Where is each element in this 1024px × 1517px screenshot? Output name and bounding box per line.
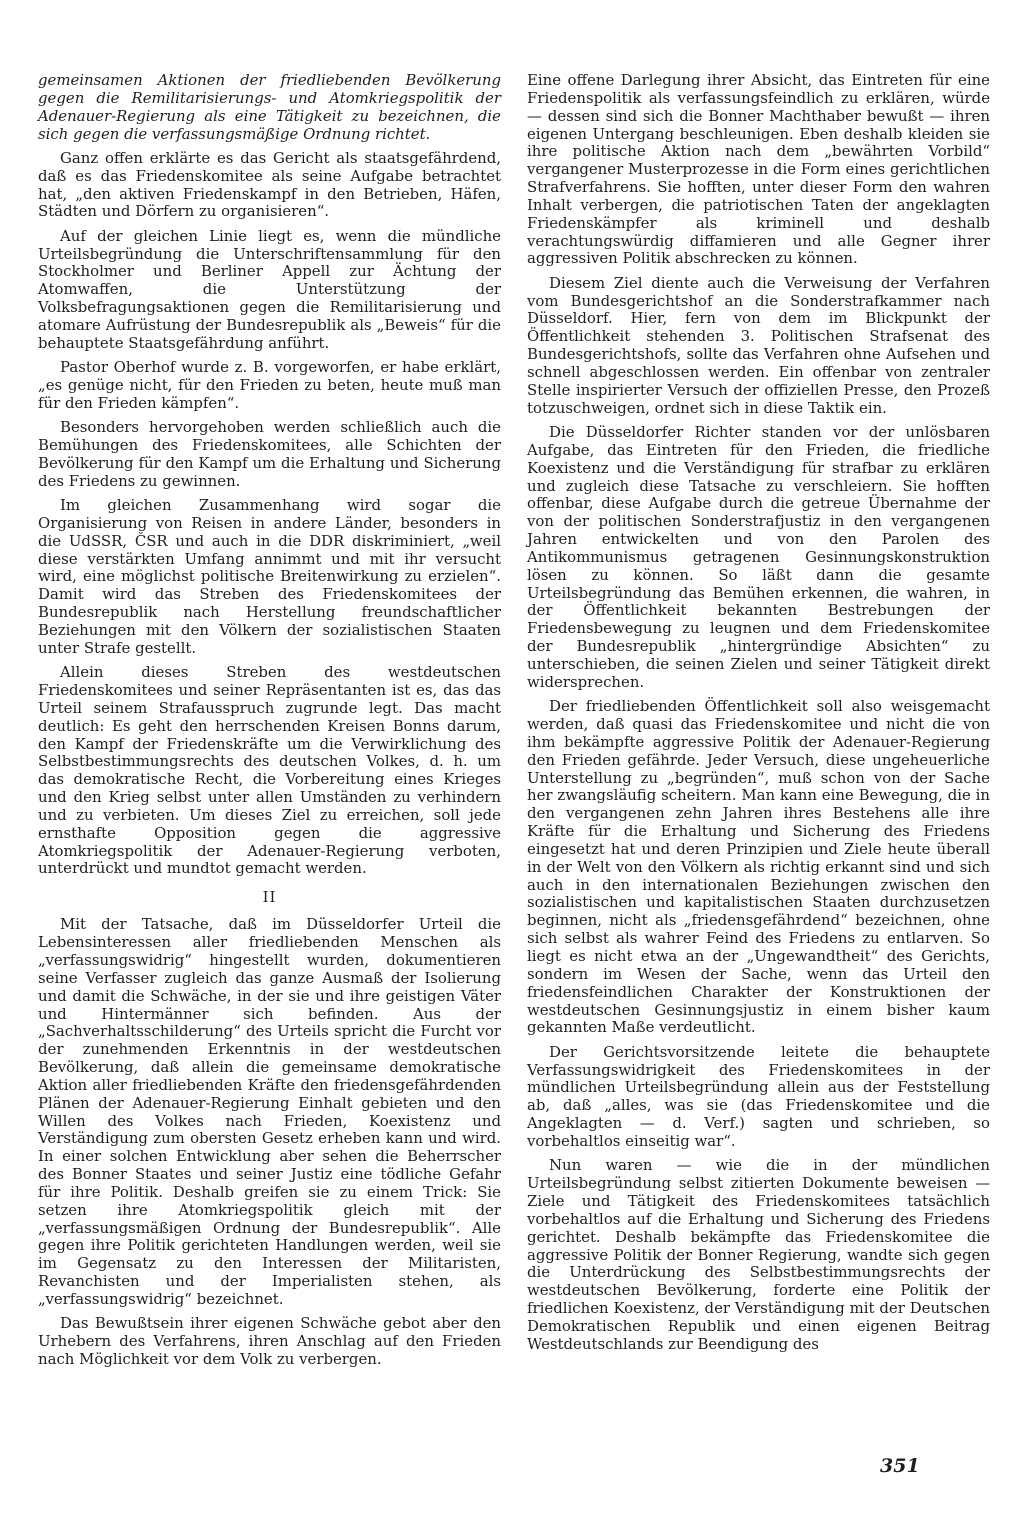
- paragraph: Der friedliebenden Öffentlichkeit soll also weisgemacht werden, daß quasi das Friedenskomitee und nicht die von ihm bekämpfte aggressive Politik der Adenauer-Regierung den Frieden gefährde. Jeder Versuch, diese ungeheuerliche Unterstellung zu „begründen“, muß schon von der Sache her zwangsläufig scheitern. Man kann eine Bewegung, die in den vergangenen zehn Jahren ihres Bestehens alle ihre Kräfte für die Erhaltung und Sicherung des Friedens eingesetzt hat und deren Prinzipien und Ziele heute überall in der Welt von den Völkern als richtig erkannt sind und sich auch in den internationalen Beziehungen zwischen den sozialistischen und kapitalistischen Staaten durchzusetzen beginnen, nicht als „friedensgefährdend“ bezeichnen, ohne sich selbst als wahrer Feind des Friedens zu entlarven. So liegt es nicht etwa an der „Ungewandtheit“ des Gerichts, sondern im Wesen der Sache, wenn das Urteil den friedensfeindlichen Charakter der Konstruktionen der westdeutschen Gesinnungsjustiz in einem bisher kaum gekannten Maße verdeutlicht.: [527, 697, 990, 1037]
- paragraph: Die Düsseldorfer Richter standen vor der unlösbaren Aufgabe, das Eintreten für den Frieden, die friedliche Koexistenz und die Verständigung für strafbar zu erklären und zugleich diese Tatsache zu verschleiern. Sie hofften offenbar, diese Aufgabe durch die getreue Übernahme der von der politischen Sonderstrafjustiz in den vergangenen Jahren entwickelten und von den Parolen des Antikommunismus getragenen Gesinnungskonstruktion lösen zu können. So läßt dann die gesamte Urteilsbegründung das Bemühen erkennen, die wahren, in der Öffentlichkeit bekannten Bestrebungen der Friedensbewegung zu leugnen und dem Friedenskomitee der Bundesrepublik „hintergründige Absichten“ zu unterschieben, die seinen Zielen und seiner Tätigkeit direkt widersprechen.: [527, 423, 990, 691]
- paragraph: Mit der Tatsache, daß im Düsseldorfer Urteil die Lebensinteressen aller friedliebenden Menschen als „verfassungswidrig“ hingestellt wurden, dokumentieren seine Verfasser zugleich das ganze Ausmaß der Isolierung und damit die Schwäche, in der sie und ihre geistigen Väter und Hintermänner sich befinden. Aus der „Sachverhaltsschilderung“ des Urteils spricht die Furcht vor der zunehmenden Erkenntnis in der westdeutschen Bevölkerung, daß allein die gemeinsame demokratische Aktion aller friedliebenden Kräfte den friedensgefährdenden Plänen der Adenauer-Regierung Einhalt gebieten und den Willen des Volkes nach Frieden, Koexistenz und Verständigung zum obersten Gesetz erheben kann und wird. In einer solchen Entwicklung aber sehen die Beherrscher des Bonner Staates und seiner Justiz eine tödliche Gefahr für ihre Politik. Deshalb greifen sie zu einem Trick: Sie setzen ihre Atomkriegspolitik gleich mit der „verfassungsmäßigen Ordnung der Bundesrepublik“. Alle gegen ihre Politik gerichteten Handlungen werden, weil sie im Gegensatz zu den Interessen der Militaristen, Revanchisten und der Imperialisten stehen, als „verfassungswidrig“ bezeichnet.: [38, 915, 501, 1308]
- paragraph: Im gleichen Zusammenhang wird sogar die Organisierung von Reisen in andere Länder, besonders in die UdSSR, ČSR und auch in die DDR diskriminiert, „weil diese verstärkten Umfang annimmt und mit ihr versucht wird, eine möglichst politische Breitenwirkung zu erzielen“. Damit wird das Streben des Friedenskomitees der Bundesrepublik nach Herstellung freundschaftlicher Beziehungen mit den Völkern der sozialistischen Staaten unter Strafe gestellt.: [38, 496, 501, 657]
- paragraph: Allein dieses Streben des westdeutschen Friedenskomitees und seiner Repräsentanten ist es, das das Urteil seinem Strafausspruch zugrunde legt. Das macht deutlich: Es geht den herrschenden Kreisen Bonns darum, den Kampf der Friedenskräfte um die Verwirklichung des Selbstbestimmungsrechts des deutschen Volkes, d. h. um das demokratische Recht, die Vorbereitung eines Krieges und den Krieg selbst unter allen Umständen zu verhindern und zu verbieten. Um dieses Ziel zu erreichen, soll jede ernsthafte Opposition gegen die aggressive Atomkriegspolitik der Adenauer-Regierung verboten, unterdrückt und mundtot gemacht werden.: [38, 663, 501, 878]
- paragraph: Das Bewußtsein ihrer eigenen Schwäche gebot aber den Urhebern des Verfahrens, ihren Anschlag auf den Frieden nach Möglichkeit vor dem Volk zu verbergen.: [38, 1314, 501, 1369]
- paragraph: Der Gerichtsvorsitzende leitete die behauptete Verfassungswidrigkeit des Friedenskomitees in der mündlichen Urteilsbegründung allein aus der Feststellung ab, daß „alles, was sie (das Friedenskomitee und die Angeklagten — d. Verf.) sagten und schrieben, so vorbehaltlos einseitig war“.: [527, 1042, 990, 1150]
- section-heading: II: [262, 888, 277, 907]
- page-number: 351: [880, 1455, 920, 1477]
- right-column: [527, 72, 990, 1360]
- paragraph: Pastor Oberhof wurde z. B. vorgeworfen, er habe erklärt, „es genüge nicht, für den Frieden zu beten, heute muß man für den Frieden kämpfen“.: [38, 358, 501, 412]
- left-column: [38, 72, 501, 1375]
- paragraph: Ganz offen erklärte es das Gericht als staatsgefährdend, daß es das Friedenskomitee als seine Aufgabe betrachtet hat, „den aktiven Friedenskampf in den Betrieben, Häfen, Städten und Dörfern zu organisieren“.: [38, 148, 501, 221]
- document-page: [38, 72, 990, 1472]
- paragraph: Nun waren — wie die in der mündlichen Urteilsbegründung selbst zitierten Dokumente beweisen — Ziele und Tätigkeit des Friedenskomitees tatsächlich vorbehaltlos auf die Erhaltung und Sicherung des Friedens gerichtet. Deshalb bekämpfte das Friedenskomitee die aggressive Politik der Bonner Regierung, wandte sich gegen die Unterdrückung des Selbstbestimmungsrechts der westdeutschen Bevölkerung, forderte eine Politik der friedlichen Koexistenz, der Verständigung mit der Deutschen Demokratischen Republik und einen eigenen Beitrag Westdeutschlands zur Beendigung des: [527, 1156, 990, 1353]
- paragraph: Besonders hervorgehoben werden schließlich auch die Bemühungen des Friedenskomitees, alle Schichten der Bevölkerung für den Kampf um die Erhaltung und Sicherung des Friedens zu gewinnen.: [38, 418, 501, 490]
- paragraph: Diesem Ziel diente auch die Verweisung der Verfahren vom Bundesgerichtshof an die Sonderstrafkammer nach Düsseldorf. Hier, fern von dem im Blickpunkt der Öffentlichkeit stehenden 3. Politischen Strafsenat des Bundesgerichtshofs, sollte das Verfahren ohne Aufsehen und schnell abgeschlossen werden. Ein offenbar von zentraler Stelle inspirierter Versuch der offiziellen Presse, den Prozeß totzuschweigen, ordnet sich in diese Taktik ein.: [527, 273, 990, 417]
- paragraph-continued: Eine offene Darlegung ihrer Absicht, das Eintreten für eine Friedenspolitik als verfassungsfeindlich zu erklären, würde — dessen sind sich die Bonner Machthaber bewußt — ihren eigenen Untergang beschleunigen. Eben deshalb kleiden sie ihre politische Aktion nach dem „bewährten Vorbild“ vergangener Musterprozesse in die Form eines gerichtlichen Strafverfahrens. Sie hofften, unter dieser Form den wahren Inhalt verbergen, die patriotischen Taten der angeklagten Friedenskämpfer als kriminell und deshalb verachtungswürdig diffamieren und alle Gegner ihrer aggressiven Politik abschrecken zu können.: [527, 71, 990, 268]
- paragraph: Auf der gleichen Linie liegt es, wenn die mündliche Urteilsbegründung die Unterschriftensammlung für den Stockholmer und Berliner Appell zur Ächtung der Atomwaffen, die Unterstützung der Volksbefragungsaktionen gegen die Remilitarisierung und atomare Aufrüstung der Bundesrepublik als „Beweis“ für die behauptete Staatsgefährdung anführt.: [38, 226, 501, 352]
- paragraph-continued-italic: gemeinsamen Aktionen der friedliebenden Bevölkerung gegen die Remilitarisierungs- und Atomkriegspolitik der Adenauer-Regierung als eine Tätigkeit zu bezeichnen, die sich gegen die verfassungsmäßige Ordnung richtet.: [38, 71, 501, 143]
